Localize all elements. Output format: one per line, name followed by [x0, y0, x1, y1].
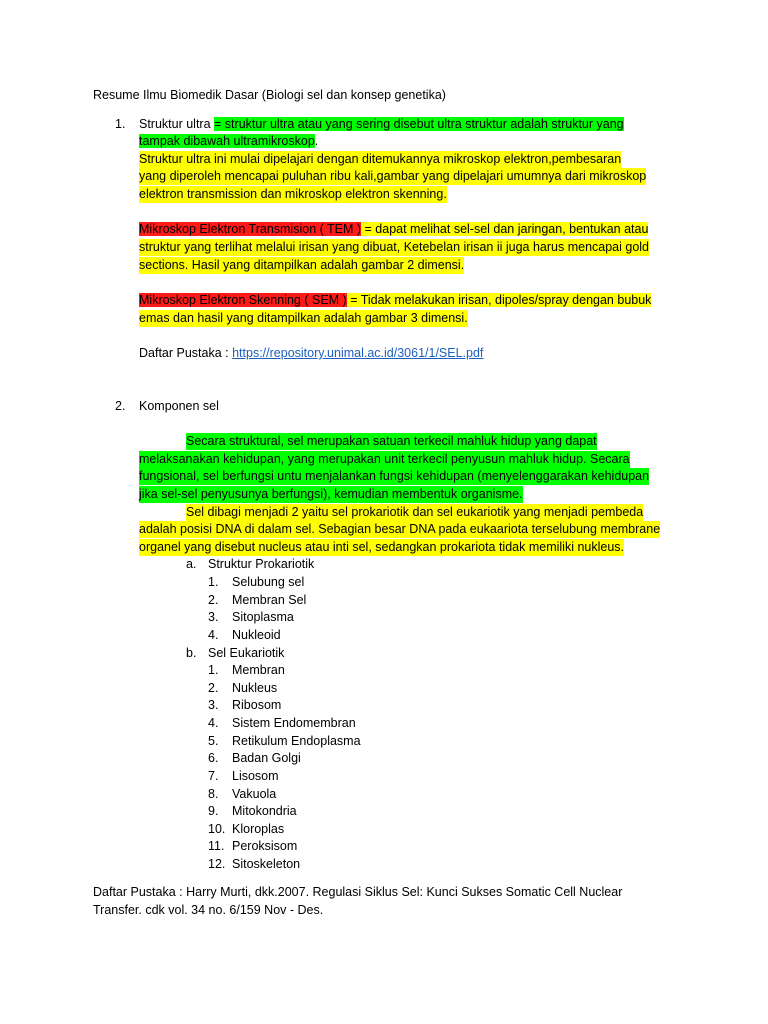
list-item-number: 4.	[208, 628, 219, 642]
reference-label: Daftar Pustaka :	[139, 346, 229, 360]
list-item-number: 5.	[208, 734, 219, 748]
section-2-paragraph-2-line: adalah posisi DNA di dalam sel. Sebagian besar DNA pada eukaariota terselubung membrane	[139, 522, 661, 536]
section-1-line-1	[139, 116, 624, 133]
list-item: Retikulum Endoplasma	[232, 734, 361, 748]
list-item-number: 2.	[208, 681, 219, 695]
list-item: Kloroplas	[232, 822, 285, 836]
tem-line-3: sections. Hasil yang ditampilkan adalah gambar 2 dimensi.	[139, 258, 465, 272]
section-1-definition-highlight: = struktur ultra atau yang sering disebut ultra struktur adalah struktur yang	[214, 117, 624, 131]
section-1-paragraph-line: elektron transmission dan mikroskop elektron skenning.	[139, 187, 447, 201]
list-item: Sitoskeleton	[232, 857, 301, 871]
document-title: Resume Ilmu Biomedik Dasar (Biologi sel dan konsep genetika)	[93, 88, 446, 102]
section-1-paragraph-line: Struktur ultra ini mulai dipelajari dengan ditemukannya mikroskop elektron,pembesaran	[139, 152, 622, 166]
sub-list-a-label: Struktur Prokariotik	[208, 557, 315, 571]
list-item-number: 4.	[208, 716, 219, 730]
section-1-line-2	[139, 133, 318, 150]
section-1-reference	[139, 345, 483, 362]
list-item-number: 3.	[208, 698, 219, 712]
list-item-number: 7.	[208, 769, 219, 783]
list-item: Nukleoid	[232, 628, 281, 642]
final-reference-line: Daftar Pustaka : Harry Murti, dkk.2007. Regulasi Siklus Sel: Kunci Sukses Somatic Cell Nuclear	[93, 885, 623, 899]
list-item: Ribosom	[232, 698, 282, 712]
tem-text: = dapat melihat sel-sel dan jaringan, bentukan atau	[361, 222, 649, 236]
section-1-definition-highlight-end: tampak dibawah ultramikroskop	[139, 134, 315, 148]
list-item: Sistem Endomembran	[232, 716, 356, 730]
section-1-paragraph-line: yang diperoleh mencapai puluhan ribu kali,gambar yang dipelajari umumnya dari mikroskop	[139, 169, 647, 183]
list-item-number: 8.	[208, 787, 219, 801]
sem-label: Mikroskop Elektron Skenning ( SEM )	[139, 293, 347, 307]
sub-list-a-marker: a.	[186, 557, 197, 571]
list-item-number: 3.	[208, 610, 219, 624]
reference-link[interactable]: https://repository.unimal.ac.id/3061/1/SEL.pdf	[232, 346, 484, 360]
list-item-number: 10.	[208, 822, 226, 836]
list-item: Mitokondria	[232, 804, 297, 818]
list-item: Lisosom	[232, 769, 279, 783]
list-item-number: 9.	[208, 804, 219, 818]
section-2-paragraph-line: fungsional, sel berfungsi untu menjalankan fungsi kehidupan (menyelenggarakan kehidupan	[139, 469, 650, 483]
tem-line-2: struktur yang terlihat melalui irisan yang dibuat, Ketebelan irisan ii juga harus mencapai gold	[139, 240, 650, 254]
list-item-number: 11.	[208, 839, 225, 853]
section-1-lead: Struktur ultra	[139, 117, 215, 131]
list-item-number: 12.	[208, 857, 226, 871]
list-item: Selubung sel	[232, 575, 305, 589]
list-item-number: 2.	[208, 593, 219, 607]
list-item: Nukleus	[232, 681, 278, 695]
list-item: Membran	[232, 663, 285, 677]
list-item-number: 1.	[208, 575, 219, 589]
section-2-paragraph-2-line: organel yang disebut nucleus atau inti sel, sedangkan prokariota tidak memiliki nukleus.	[139, 540, 625, 554]
list-item: Membran Sel	[232, 593, 307, 607]
sem-line-1	[139, 292, 651, 309]
list-item: Peroksisom	[232, 839, 298, 853]
sem-line-2: emas dan hasil yang ditampilkan adalah gambar 3 dimensi.	[139, 311, 468, 325]
list-item-number: 1.	[208, 663, 219, 677]
section-2-number: 2.	[115, 399, 126, 413]
sub-list-b-marker: b.	[186, 646, 197, 660]
final-reference-line: Transfer. cdk vol. 34 no. 6/159 Nov - Des.	[93, 903, 324, 917]
section-2-paragraph-line: jika sel-sel penyusunya berfungsi), kemudian membentuk organisme.	[139, 487, 523, 501]
list-item: Sitoplasma	[232, 610, 294, 624]
period: .	[314, 134, 319, 148]
sem-text: = Tidak melakukan irisan, dipoles/spray dengan bubuk	[346, 293, 652, 307]
list-item-number: 6.	[208, 751, 219, 765]
section-2-paragraph-line: melaksanakan kehidupan, yang merupakan unit terkecil penyusun mahluk hidup. Secara	[139, 452, 630, 466]
sub-list-b-label: Sel Eukariotik	[208, 646, 285, 660]
list-item: Vakuola	[232, 787, 277, 801]
tem-label: Mikroskop Elektron Transmision ( TEM )	[139, 222, 362, 236]
section-2-paragraph-line: Secara struktural, sel merupakan satuan terkecil mahluk hidup yang dapat	[186, 434, 597, 448]
tem-line-1	[139, 221, 648, 238]
section-2-heading: Komponen sel	[139, 399, 219, 413]
section-1-number: 1.	[115, 117, 126, 131]
section-2-paragraph-2-line: Sel dibagi menjadi 2 yaitu sel prokariotik dan sel eukariotik yang menjadi pembeda	[186, 505, 644, 519]
list-item: Badan Golgi	[232, 751, 301, 765]
